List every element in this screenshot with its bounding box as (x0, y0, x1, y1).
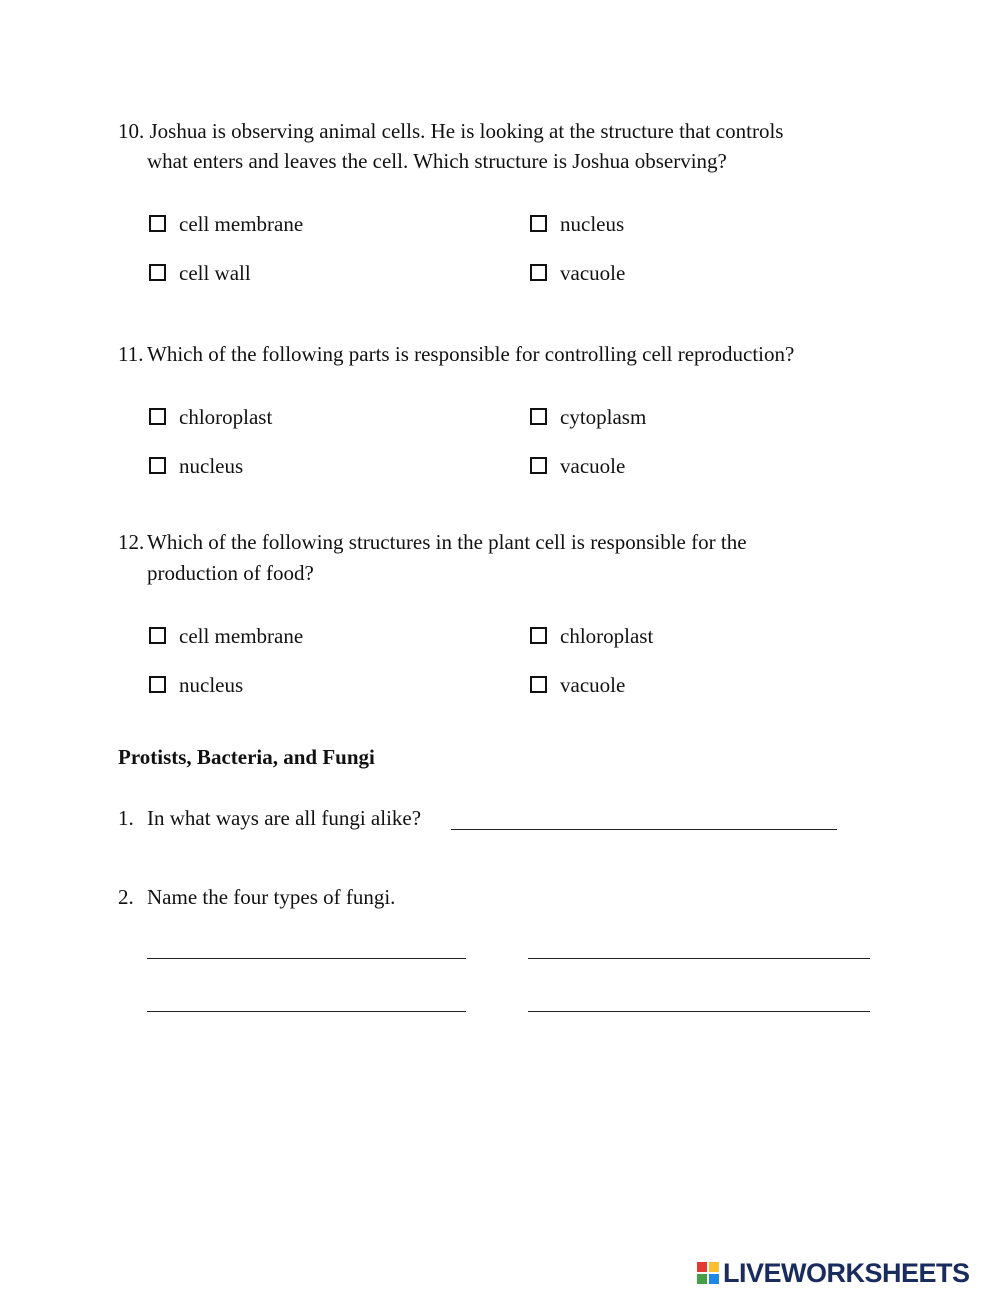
answer-blank-fungi-type-3[interactable] (147, 1011, 466, 1012)
checkbox[interactable] (149, 215, 166, 232)
question-11-number: 11. (118, 342, 144, 366)
checkbox[interactable] (530, 215, 547, 232)
checkbox[interactable] (530, 627, 547, 644)
section-item-1-number: 1. (118, 806, 134, 830)
option-label: cell membrane (179, 212, 304, 236)
option-label: nucleus (560, 212, 625, 236)
logo-square-blue (709, 1274, 719, 1284)
checkbox[interactable] (149, 457, 166, 474)
answer-blank-fungi-type-1[interactable] (147, 958, 466, 959)
question-10-line2: what enters and leaves the cell. Which structure is Joshua observing? (147, 149, 727, 173)
option-label: nucleus (179, 673, 244, 697)
option-label: cell wall (179, 261, 251, 285)
option-label: nucleus (179, 454, 244, 478)
logo-mark-icon (697, 1262, 719, 1284)
answer-blank-fungi-type-4[interactable] (528, 1011, 870, 1012)
section-item-1-text: In what ways are all fungi alike? (147, 806, 422, 830)
checkbox[interactable] (530, 408, 547, 425)
checkbox[interactable] (149, 408, 166, 425)
option-label: cell membrane (179, 624, 304, 648)
question-12-line1: Which of the following structures in the plant cell is responsible for the (147, 530, 747, 554)
option-label: vacuole (560, 673, 626, 697)
answer-blank-fungi-alike[interactable] (451, 829, 837, 830)
checkbox[interactable] (149, 627, 166, 644)
question-10-line1: 10. Joshua is observing animal cells. He is looking at the structure that controls (118, 119, 784, 143)
liveworksheets-logo (697, 1253, 970, 1293)
option-label: chloroplast (179, 405, 273, 429)
checkbox[interactable] (149, 264, 166, 281)
checkbox[interactable] (530, 457, 547, 474)
section-item-2-text: Name the four types of fungi. (147, 885, 396, 909)
answer-blank-fungi-type-2[interactable] (528, 958, 870, 959)
question-12-line2: production of food? (147, 561, 314, 585)
option-label: vacuole (560, 261, 626, 285)
option-label: vacuole (560, 454, 626, 478)
question-11-line1: Which of the following parts is responsible for controlling cell reproduction? (147, 342, 795, 366)
option-label: cytoplasm (560, 405, 647, 429)
checkbox[interactable] (149, 676, 166, 693)
checkbox[interactable] (530, 264, 547, 281)
logo-square-yellow (709, 1262, 719, 1272)
logo-square-green (697, 1274, 707, 1284)
section-heading: Protists, Bacteria, and Fungi (118, 745, 375, 769)
question-12-number: 12. (118, 530, 145, 554)
option-label: chloroplast (560, 624, 654, 648)
logo-wordmark: LIVEWORKSHEETS (723, 1257, 970, 1288)
logo-square-red (697, 1262, 707, 1272)
checkbox[interactable] (530, 676, 547, 693)
section-item-2-number: 2. (118, 885, 134, 909)
